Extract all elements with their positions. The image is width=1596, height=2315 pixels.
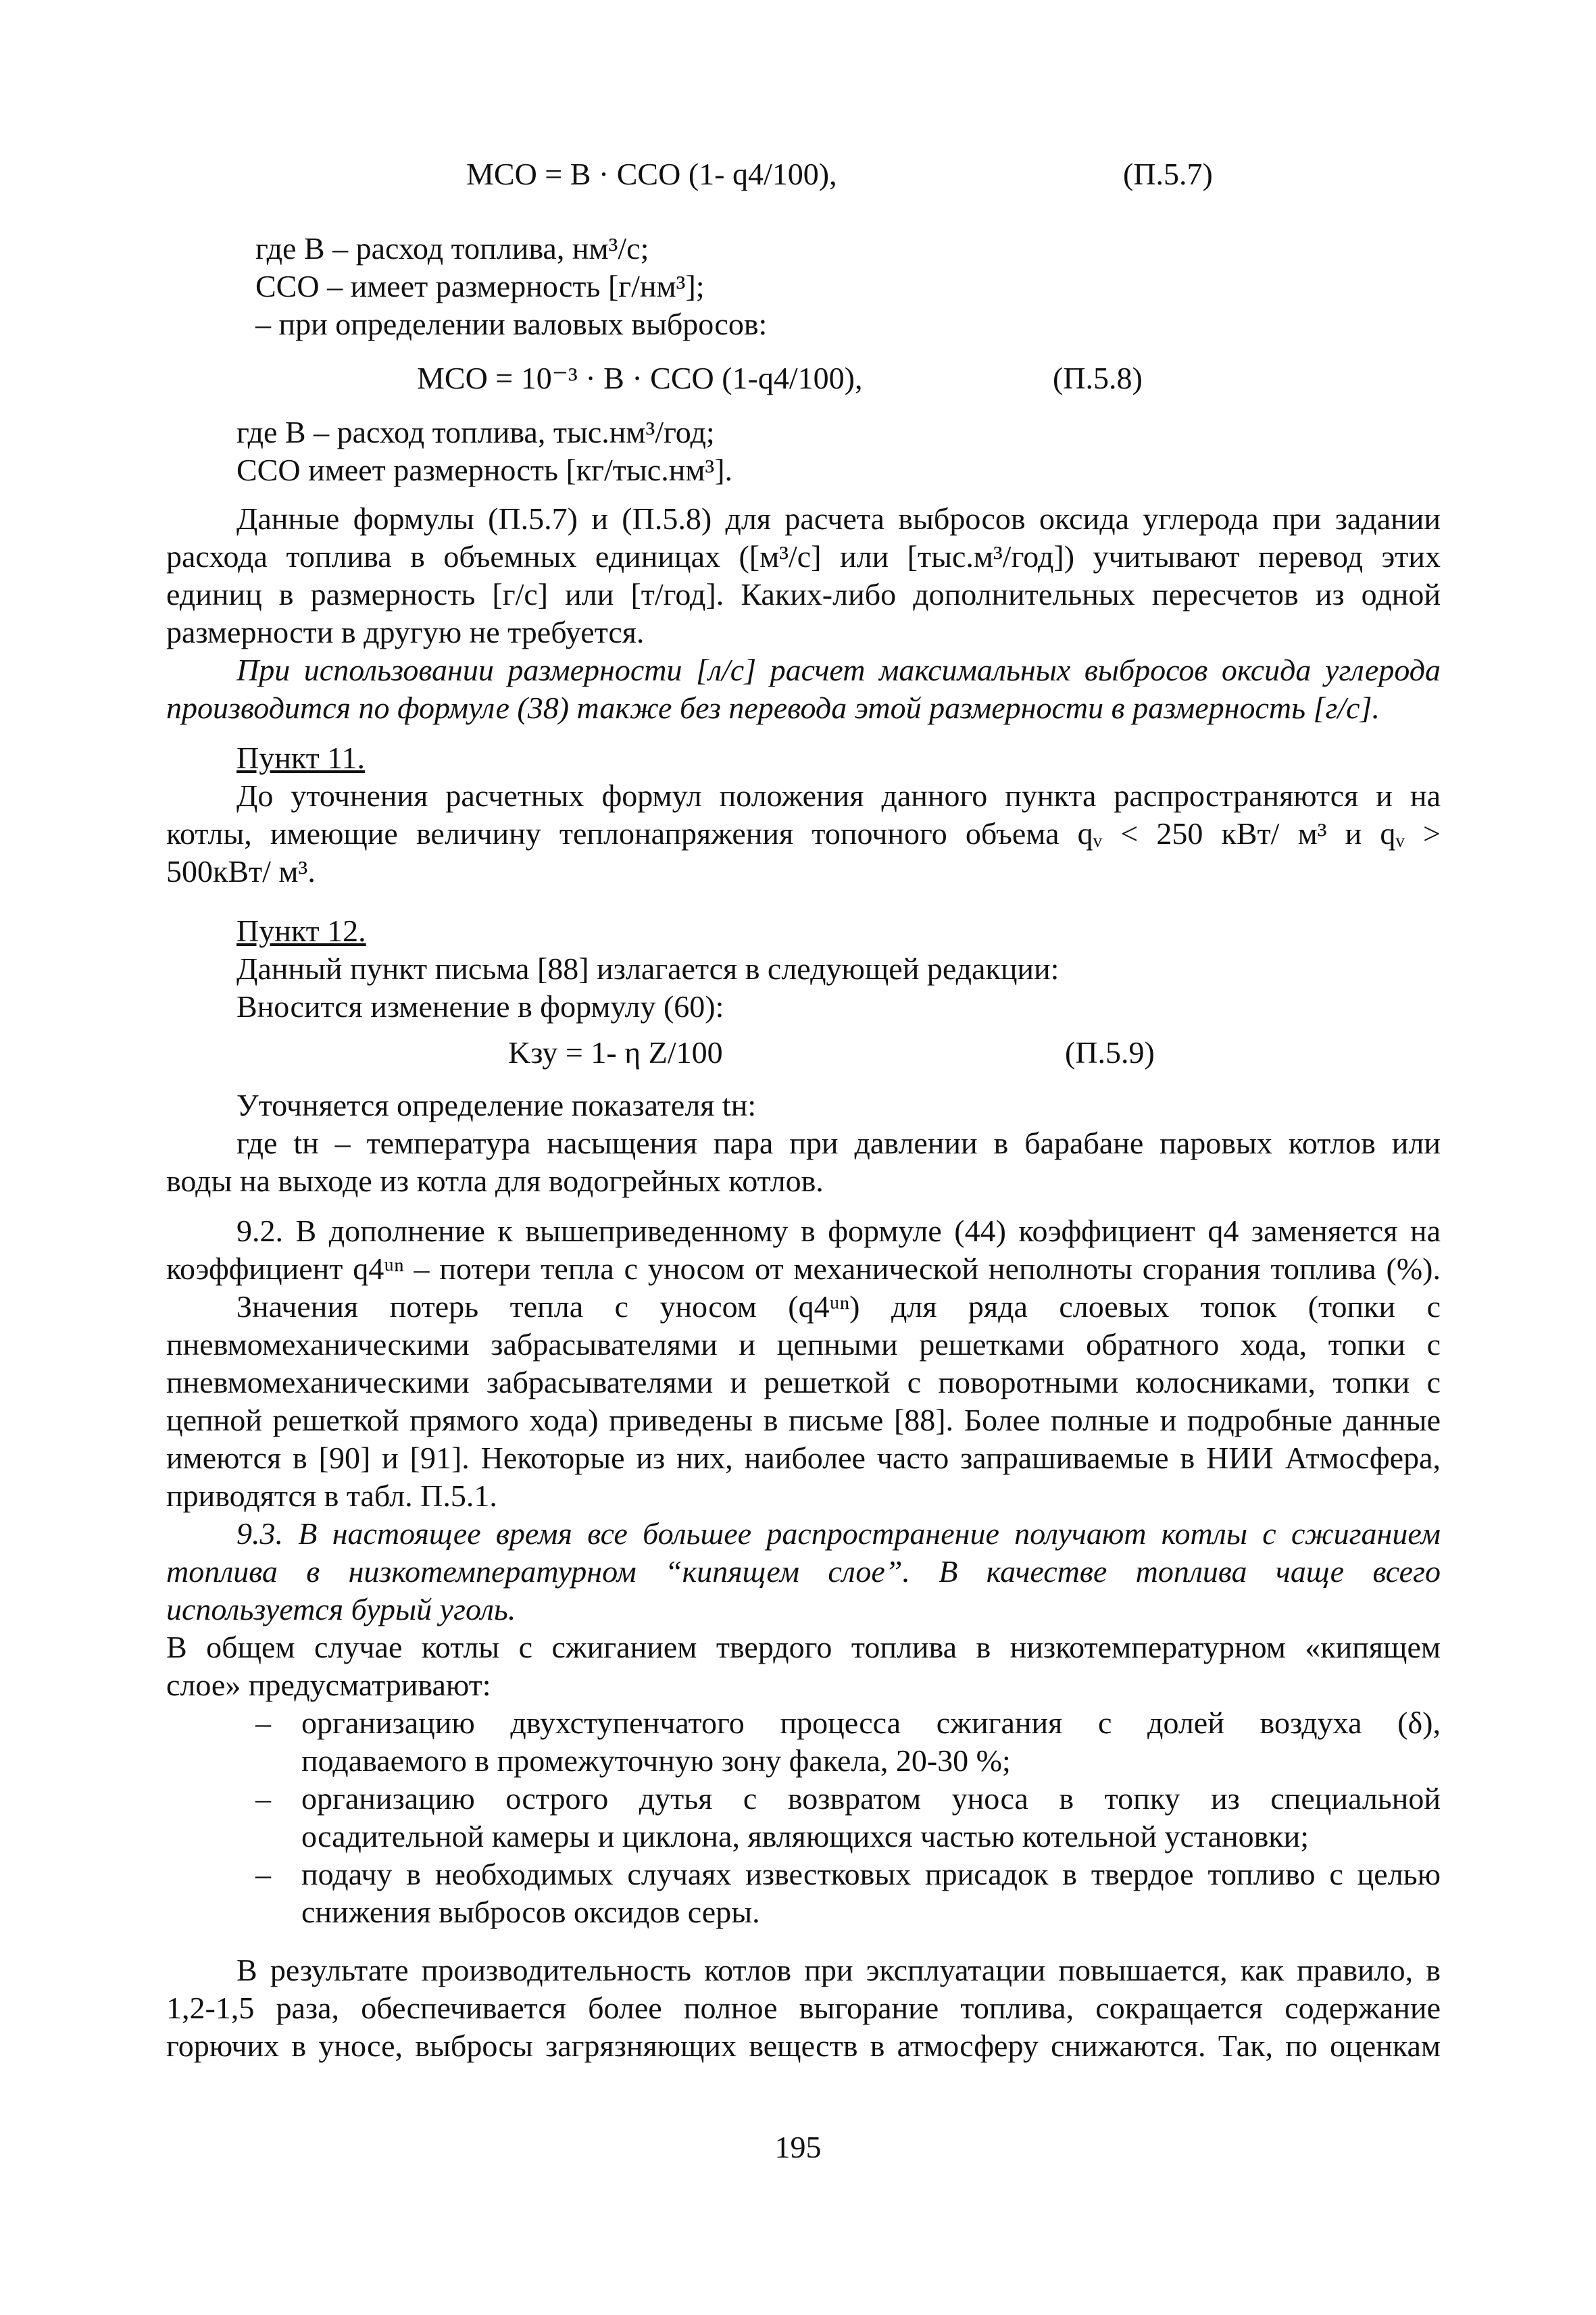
bullet-line: организацию двухступенчатого процесса сжигания с долей воздуха (δ), [301,1706,1441,1740]
paragraph-line: Данные формулы (П.5.7) и (П.5.8) для расчета выбросов оксида углерода при задании [236,501,1441,536]
section-heading-11: Пункт 11. [236,741,365,775]
paragraph-line: цепной решеткой прямого хода) приведены в письме [88]. Более полные и подробные данные [166,1403,1441,1437]
paragraph-line: воды на выходе из котла для водогрейных котлов. [166,1164,824,1198]
italic-line: топлива в низкотемпературном “кипящем слое”. В качестве топлива чаще всего [166,1554,1441,1589]
where-line: – при определении валовых выбросов: [255,307,768,341]
bullet-dash: – [255,1706,271,1740]
paragraph-line: горючих в уносе, выбросы загрязняющих веществ в атмосферу снижаются. Так, по оценкам [166,2028,1441,2063]
paragraph-line: 9.2. В дополнение к вышеприведенному в формуле (44) коэффициент q4 заменяется на [236,1214,1441,1248]
paragraph-line: До уточнения расчетных формул положения данного пункта распространяются и на [236,778,1441,813]
paragraph-line: Уточняется определение показателя tн: [236,1088,757,1122]
paragraph-line: где tн – температура насыщения пара при давлении в барабане паровых котлов или [236,1126,1441,1160]
bullet-line: подаваемого в промежуточную зону факела, 20-30 %; [301,1743,1011,1778]
bullet-dash: – [255,1857,271,1891]
formula-p5-7: MСО = B · CСО (1- q4/100), [466,157,837,191]
formula-label-p5-8: (П.5.8) [1053,361,1143,395]
paragraph-line: В результате производительность котлов при эксплуатации повышается, как правило, в [236,1953,1441,1987]
paragraph-line: 500кВт/ м³. [166,854,316,889]
italic-line: При использовании размерности [л/с] расчет максимальных выбросов оксида углерода [236,653,1441,687]
italic-line: используется бурый уголь. [166,1592,516,1626]
paragraph-line: 1,2-1,5 раза, обеспечивается более полное выгорание топлива, сокращается содержание [166,1991,1441,2025]
formula-label-p5-7: (П.5.7) [1123,157,1213,191]
where-line: где B – расход топлива, тыс.нм³/год; [236,415,715,449]
formula-p5-8: MСО = 10⁻³ · B · CСО (1-q4/100), [417,361,863,395]
bullet-dash: – [255,1781,271,1816]
paragraph-line: Данный пункт письма [88] излагается в следующей редакции: [236,951,1059,986]
paragraph-line: единиц в размерность [г/с] или [т/год]. Каких-либо дополнительных пересчетов из одной [166,577,1441,612]
paragraph-line: расхода топлива в объемных единицах ([м³/с] или [тыс.м³/год]) учитывают перевод этих [166,539,1441,574]
paragraph-line: пневмомеханическими забрасывателями и цепными решетками обратного хода, топки с [166,1327,1441,1362]
section-heading-12: Пункт 12. [236,914,366,948]
where-line: где B – расход топлива, нм³/с; [255,231,649,266]
italic-line: 9.3. В настоящее время все большее распространение получают котлы с сжиганием [236,1516,1441,1551]
italic-line: производится по формуле (38) также без перевода этой размерности в размерность [г/с]. [166,691,1380,725]
formula-p5-9: Kзу = 1- η Z/100 [508,1035,723,1070]
paragraph-line: котлы, имеющие величину теплонапряжения топочного объема qᵥ < 250 кВт/ м³ и qᵥ > [166,816,1441,851]
where-line: CСО – имеет размерность [г/нм³]; [255,269,705,303]
bullet-line: снижения выбросов оксидов серы. [301,1895,760,1929]
paragraph-line: пневмомеханическими забрасывателями и решеткой с поворотными колосниками, топки с [166,1365,1441,1399]
bullet-line: осадительной камеры и циклона, являющихся частью котельной установки; [301,1819,1310,1853]
paragraph-line: Вносится изменение в формулу (60): [236,989,724,1024]
paragraph-line: приводятся в табл. П.5.1. [166,1478,497,1513]
paragraph-line: слое» предусматривают: [166,1668,491,1702]
page-number: 195 [774,2130,822,2164]
paragraph-line: коэффициент q4ᵘⁿ – потери тепла с уносом от механической неполноты сгорания топлива (%). [166,1251,1441,1286]
paragraph-line: В общем случае котлы с сжиганием твердого топлива в низкотемпературном «кипящем [166,1630,1441,1664]
paragraph-line: имеются в [90] и [91]. Некоторые из них, наиболее часто запрашиваемые в НИИ Атмосфера, [166,1441,1441,1475]
paragraph-line: Значения потерь тепла с уносом (q4ᵘⁿ) для ряда слоевых топок (топки с [236,1289,1441,1324]
bullet-line: подачу в необходимых случаях известковых присадок в твердое топливо с целью [301,1857,1441,1891]
bullet-line: организацию острого дутья с возвратом уноса в топку из специальной [301,1781,1441,1816]
where-line: CСО имеет размерность [кг/тыс.нм³]. [236,453,733,487]
paragraph-line: размерности в другую не требуется. [166,615,645,649]
formula-label-p5-9: (П.5.9) [1065,1035,1155,1070]
